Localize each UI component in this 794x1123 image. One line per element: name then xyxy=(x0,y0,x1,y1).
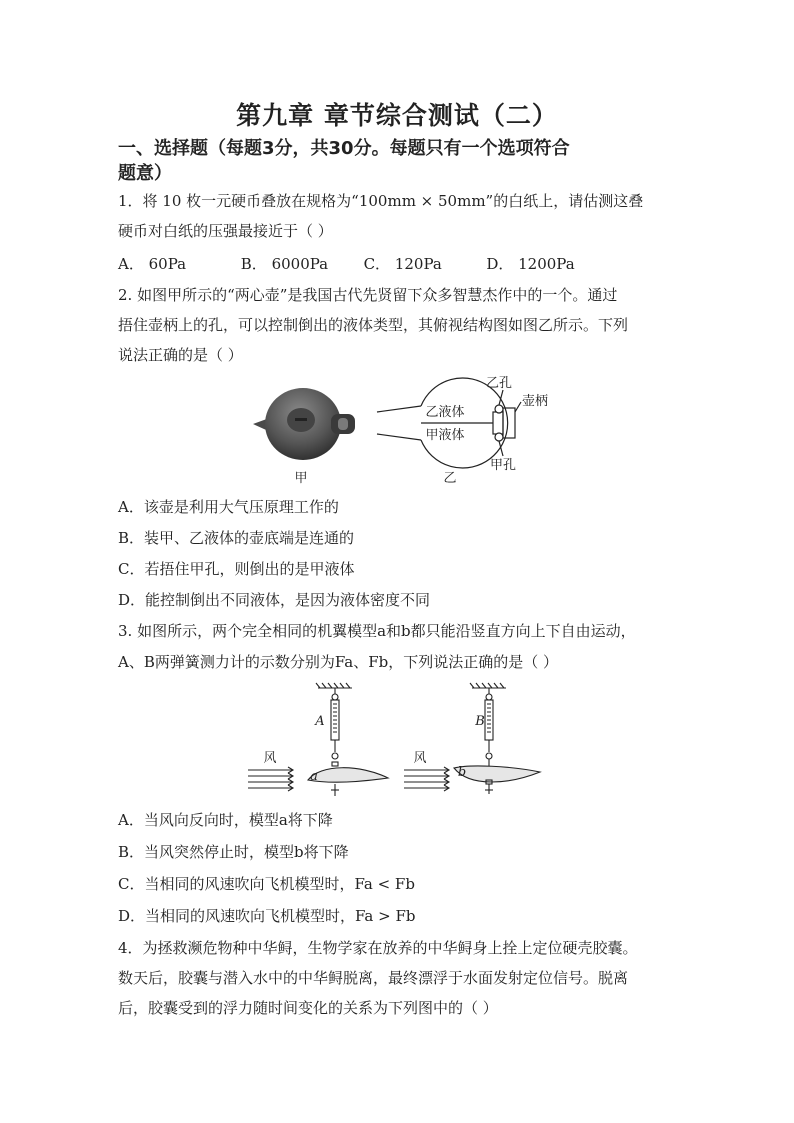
q2-line1: 2. 如图甲所示的“两心壶”是我国古代先贤留下众多智慧杰作中的一个。通过 xyxy=(118,286,618,304)
label-spring-a: A xyxy=(315,714,325,729)
q1-option-a: A． 60Pa xyxy=(118,255,187,273)
q1-option-d: D． 1200Pa xyxy=(486,255,575,273)
q4-line3: 后，胶囊受到的浮力随时间变化的关系为下列图中的（ ） xyxy=(118,999,498,1017)
q4-line2: 数天后，胶囊与潜入水中的中华鲟脱离，最终漂浮于水面发射定位信号。脱离 xyxy=(118,969,629,987)
figure-label-jia: 甲 xyxy=(294,471,308,486)
label-jia-hole: 甲孔 xyxy=(489,458,517,473)
q1-option-b: B． 6000Pa xyxy=(240,255,329,273)
label-spring-b: B xyxy=(475,714,485,729)
q1-option-c: C． 120Pa xyxy=(363,255,442,273)
label-yi-liquid: 乙液体 xyxy=(425,405,465,420)
q2-line2: 捂住壶柄上的孔，可以控制倒出的液体类型，其俯视结构图如图乙所示。下列 xyxy=(118,316,629,334)
q3-option-b: B．当风突然停止时，模型b将下降 xyxy=(118,843,349,861)
q2-line3: 说法正确的是（ ） xyxy=(118,346,243,364)
q2-option-b: B．装甲、乙液体的壶底端是连通的 xyxy=(118,529,355,547)
q1-line1: 1．将 10 枚一元硬币叠放在规格为“100mm × 50mm”的白纸上，请估测这叠 xyxy=(118,192,644,210)
q3-option-a: A．当风向反向时，模型a将下降 xyxy=(118,811,333,829)
q3-option-c: C．当相同的风速吹向飞机模型时，Fa < Fb xyxy=(118,875,415,893)
q2-figure xyxy=(245,372,555,490)
section-heading xyxy=(118,136,678,186)
label-yi-hole: 乙孔 xyxy=(485,376,513,391)
label-model-b: b xyxy=(457,765,467,780)
q2-option-a: A．该壶是利用大气压原理工作的 xyxy=(118,498,339,516)
q3-line2: A、B两弹簧测力计的示数分别为Fa、Fb，下列说法正确的是（ ） xyxy=(118,653,558,671)
page-title: 第九章 章节综合测试（二） xyxy=(236,101,558,130)
q3-figure xyxy=(240,680,560,802)
wing-model-b-setup xyxy=(404,683,540,794)
q4-line1: 4．为拯救濒危物种中华鲟，生物学家在放养的中华鲟身上拴上定位硬壳胶囊。 xyxy=(118,939,638,957)
teapot-diagram xyxy=(377,378,521,468)
q1-options xyxy=(118,254,575,274)
figure-label-yi: 乙 xyxy=(443,471,457,486)
label-handle: 壶柄 xyxy=(521,394,549,409)
label-model-a: a xyxy=(310,769,318,784)
q2-option-c: C．若捂住甲孔，则倒出的是甲液体 xyxy=(118,560,355,578)
label-wind-2: 风 xyxy=(413,751,427,766)
q3-line1: 3. 如图所示，两个完全相同的机翼模型a和b都只能沿竖直方向上下自由运动， xyxy=(118,622,636,640)
q1-line2: 硬币对白纸的压强最接近于（ ） xyxy=(118,222,333,240)
label-wind-1: 风 xyxy=(263,751,277,766)
label-jia-liquid: 甲液体 xyxy=(425,428,465,443)
q2-option-d: D．能控制倒出不同液体，是因为液体密度不同 xyxy=(118,591,431,609)
teapot-image xyxy=(253,388,355,460)
q3-option-d: D．当相同的风速吹向飞机模型时，Fa > Fb xyxy=(118,907,416,925)
section-heading-line2: 题意） xyxy=(118,163,172,184)
section-heading-line1: 一、选择题（每题3分，共30分。每题只有一个选项符合 xyxy=(118,138,570,159)
wing-model-a-setup xyxy=(248,683,388,796)
